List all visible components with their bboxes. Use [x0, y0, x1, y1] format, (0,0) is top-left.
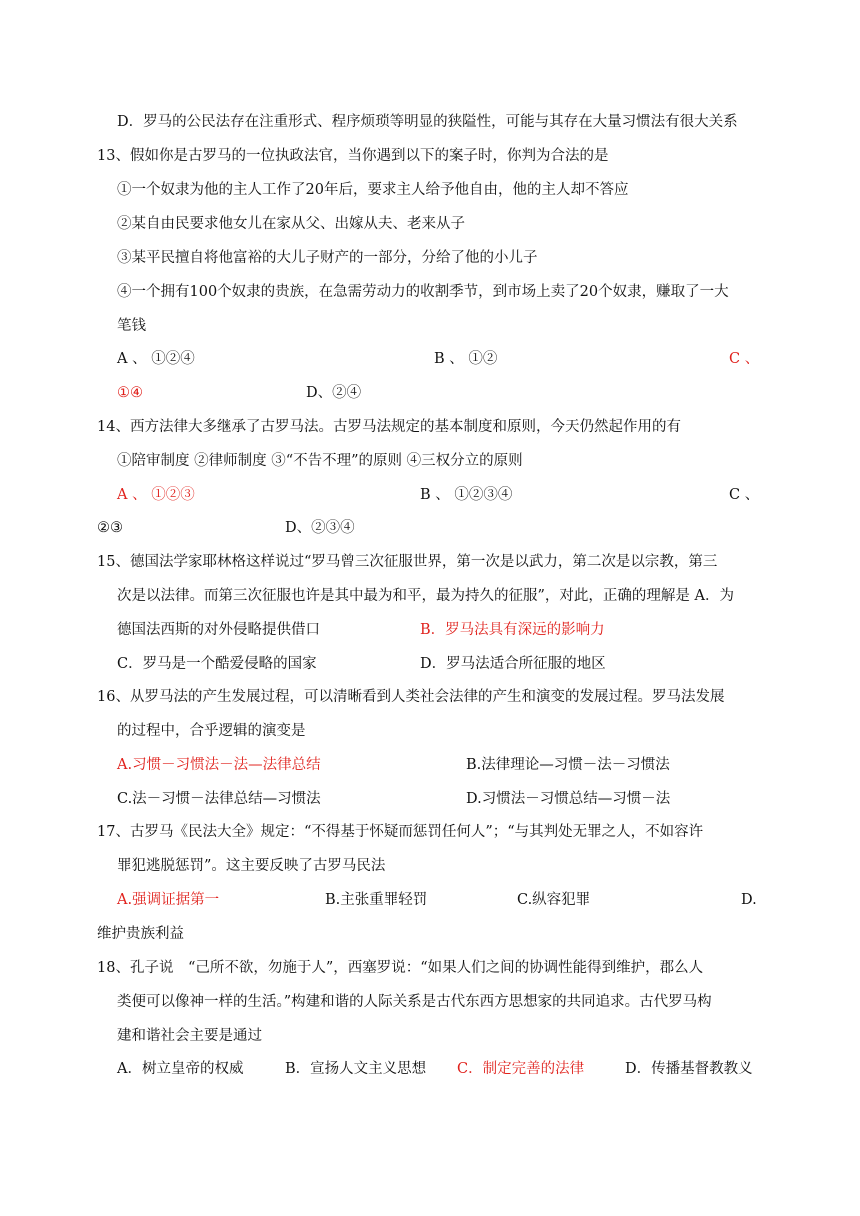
q14-option-c-letter: C 、 — [729, 487, 760, 503]
q18-option-c: C．制定完善的法律 — [457, 1061, 585, 1077]
q17-stem-line-2: 罪犯逃脱惩罚”。这主要反映了古罗马民法 — [117, 858, 386, 874]
q18-stem-line-2: 类便可以像神一样的生活。”构建和谐的人际关系是古代东西方思想家的共同追求。古代罗马构 — [117, 994, 712, 1010]
q17-option-c: C.纵容犯罪 — [517, 892, 591, 908]
q15-option-b: B．罗马法具有深远的影响力 — [420, 622, 605, 638]
q13-option-d: D、②④ — [306, 385, 362, 401]
q12-option-d: D．罗马的公民法存在注重形式、程序烦琐等明显的狭隘性，可能与其存在大量习惯法有很大关系 — [117, 114, 738, 130]
q13-option-a: A 、 ①②④ — [117, 351, 195, 367]
q15-stem-line-2: 次是以法律。而第三次征服也许是其中最为和平，最为持久的征服”，对此，正确的理解是 A．为 — [117, 588, 734, 604]
q16-option-d: D.习惯法－习惯总结—习惯－法 — [466, 791, 671, 807]
q14-option-b: B 、 ①②③④ — [420, 487, 513, 503]
q13-item-4-cont: 笔钱 — [117, 318, 146, 334]
q13-item-4: ④一个拥有100个奴隶的贵族，在急需劳动力的收割季节，到市场上卖了20个奴隶，赚取了一大 — [117, 284, 729, 300]
q18-option-a: A．树立皇帝的权威 — [117, 1061, 244, 1077]
q15-option-c: C．罗马是一个酷爱侵略的国家 — [117, 656, 317, 672]
q17-option-d-letter: D. — [741, 892, 757, 908]
q14-option-a: A 、 ①②③ — [117, 487, 195, 503]
q16-option-b: B.法律理论—习惯－法－习惯法 — [466, 757, 670, 773]
q18-stem-line-1: 18、孔子说 “己所不欲，勿施于人”，西塞罗说：“如果人们之间的协调性能得到维护，郡么人 — [97, 960, 704, 976]
q13-stem: 13、假如你是古罗马的一位执政法官，当你遇到以下的案子时，你判为合法的是 — [97, 148, 609, 164]
q13-item-1: ①一个奴隶为他的主人工作了20年后，要求主人给予他自由，他的主人却不答应 — [117, 182, 629, 198]
q13-option-c-letter: C 、 — [729, 351, 760, 367]
q14-option-c-value: ②③ — [97, 520, 123, 536]
q16-option-a: A.习惯－习惯法－法—法律总结 — [117, 757, 321, 773]
q13-item-3: ③某平民擅自将他富裕的大儿子财产的一部分，分给了他的小儿子 — [117, 250, 538, 266]
q16-stem-line-2: 的过程中，合乎逻辑的演变是 — [117, 723, 306, 739]
q15-stem-line-3: 德国法西斯的对外侵略提供借口 — [117, 622, 320, 638]
q17-option-a: A.强调证据第一 — [117, 892, 220, 908]
q16-option-c: C.法－习惯－法律总结—习惯法 — [117, 791, 321, 807]
q18-option-b: B．宣扬人文主义思想 — [285, 1061, 427, 1077]
q14-items: ①陪审制度 ②律师制度 ③“不告不理”的原则 ④三权分立的原则 — [117, 453, 523, 469]
q17-option-b: B.主张重罪轻罚 — [325, 892, 428, 908]
q18-stem-line-3: 建和谐社会主要是通过 — [117, 1028, 262, 1044]
q18-option-d: D．传播基督教教义 — [625, 1061, 753, 1077]
q13-option-c-value: ①④ — [117, 385, 143, 401]
q13-option-b: B 、 ①② — [434, 351, 498, 367]
q16-stem-line-1: 16、从罗马法的产生发展过程，可以清晰看到人类社会法律的产生和演变的发展过程。罗马法发展 — [97, 689, 725, 705]
q14-stem: 14、西方法律大多继承了古罗马法。古罗马法规定的基本制度和原则，今天仍然起作用的有 — [97, 419, 681, 435]
q15-option-d: D．罗马法适合所征服的地区 — [420, 656, 606, 672]
q14-option-d: D、②③④ — [285, 520, 355, 536]
q15-stem-line-1: 15、德国法学家耶林格这样说过“罗马曾三次征服世界，第一次是以武力，第二次是以宗教，第三 — [97, 554, 718, 570]
q17-option-d-value: 维护贵族利益 — [97, 926, 184, 942]
q13-item-2: ②某自由民要求他女儿在家从父、出嫁从夫、老来从子 — [117, 216, 465, 232]
q17-stem-line-1: 17、古罗马《民法大全》规定：“不得基于怀疑而惩罚任何人”；“与其判处无罪之人，不如容许 — [97, 824, 704, 840]
